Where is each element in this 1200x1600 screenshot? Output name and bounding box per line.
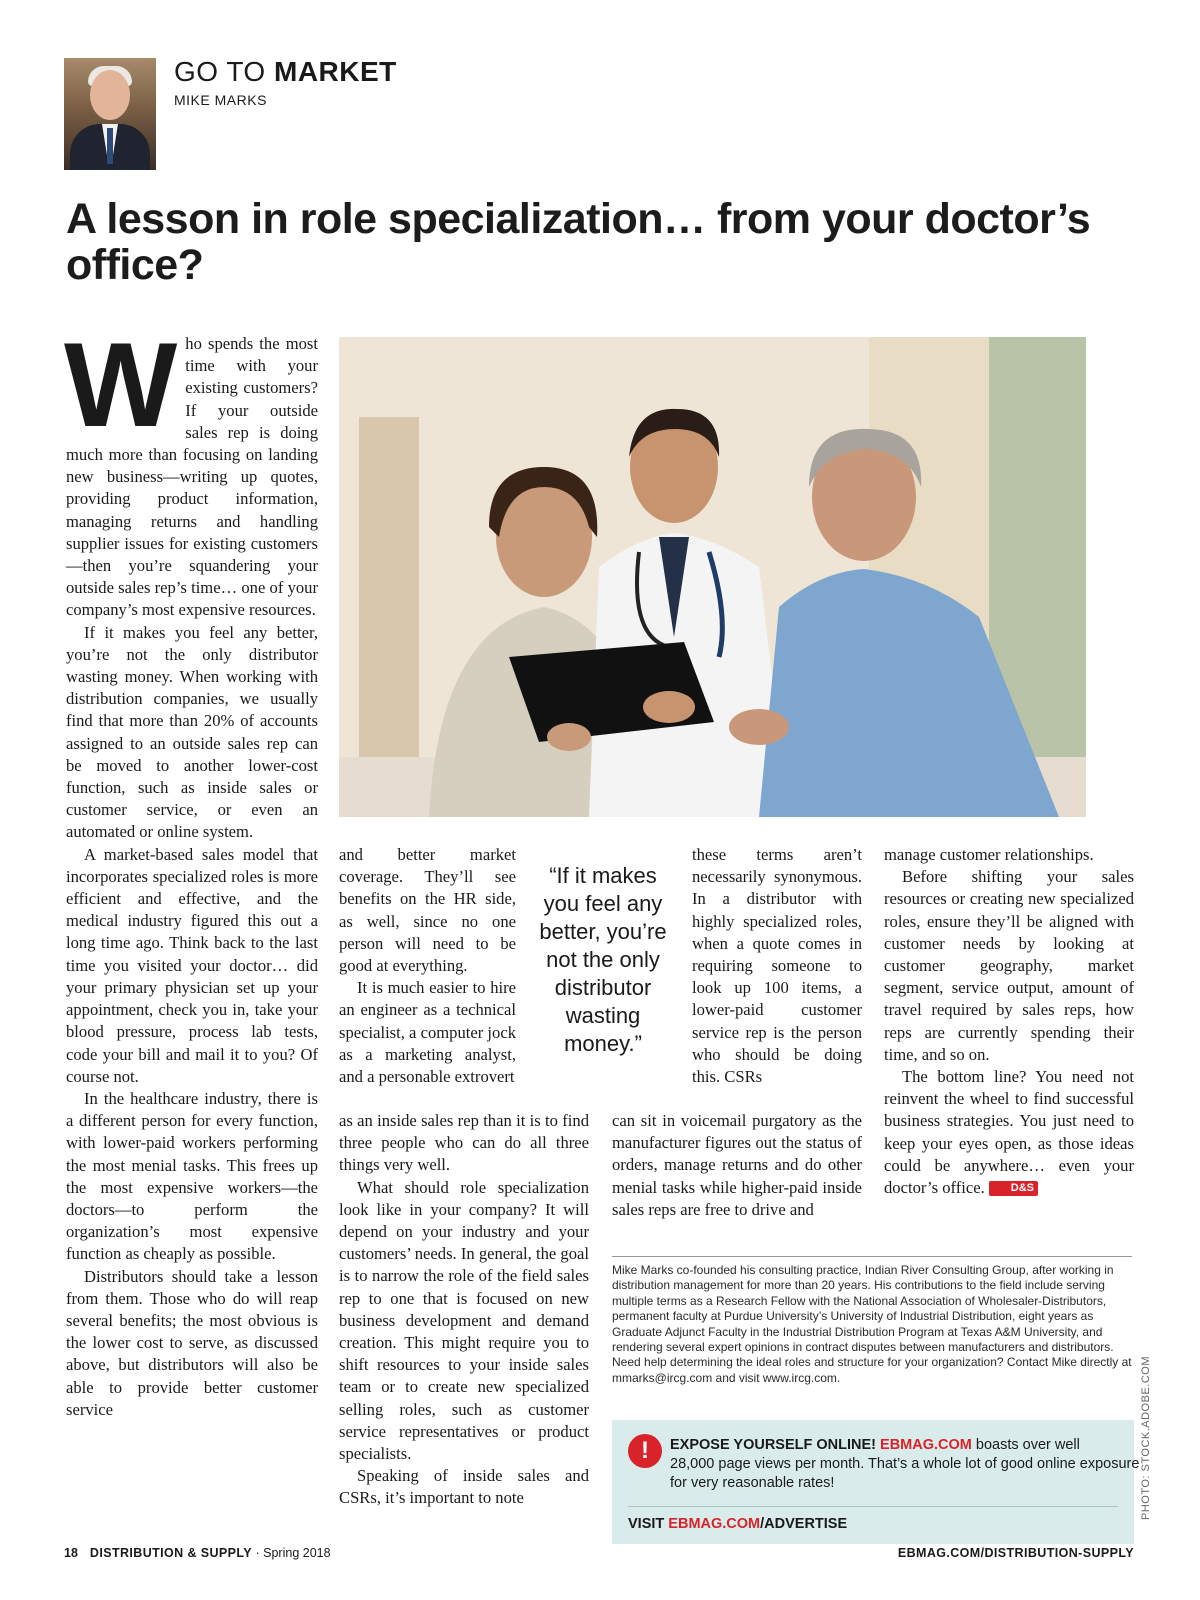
paragraph: manage customer relationships. — [884, 845, 1094, 864]
paragraph: If it makes you feel any better, you’re not the only distributor wasting money. When working with distribution companies, we usually find that more than 20% of accounts assigned to an outside sales rep can be moved to another lower-cost function, such as inside sales or customer service, or even an automated or online system. — [66, 622, 318, 842]
promo-divider — [628, 1506, 1118, 1507]
paragraph: What should role specialization look like in your company? It will depend on your industry and your customers’ needs. In general, the goal is to narrow the role of the field sales rep to one that is focused on new business development and demand creation. This might require you to shift resources to your inside sales team or to create new specialized selling roles, such as customer service representatives or product specialists. — [339, 1177, 589, 1464]
article-column-3-top — [692, 844, 862, 1088]
paragraph: and better market coverage. They’ll see benefits on the HR side, as well, since no one person will need to be good at everything. — [339, 845, 516, 976]
paragraph: ho spends the most time with your existing customers? If your outside sales rep is doing much more than focusing on landing new business—writing up quotes, providing product information, managing returns and handling supplier issues for existing customers—then you’re squandering your outside sales rep’s time… one of your company’s most expensive resources. — [66, 334, 318, 620]
paragraph: can sit in voicemail purgatory as the manufacturer figures out the status of orders, manage returns and do other menial tasks while higher-paid inside sales reps are free to drive and — [612, 1111, 862, 1219]
author-photo — [64, 58, 156, 170]
author-bio: Mike Marks co-founded his consulting practice, Indian River Consulting Group, after working in distribution management for more than 20 years. His contributions to the field include serving multiple terms as a Research Fellow with the National Association of Wholesaler-Distributors, permanent faculty at Purdue University’s University of Industrial Distribution, eight years as Graduate Adjunct Faculty in the Industrial Distribution Program at Texas A&M University, and rendering several expert opinions in contract disputes between manufacturers and distributors. Need help determining the ideal roles and structure for your organization? Contact Mike directly at mmarks@ircg.com and visit www.ircg.com. — [612, 1256, 1132, 1386]
footer-url[interactable]: EBMAG.COM/DISTRIBUTION-SUPPLY — [897, 1546, 1134, 1560]
paragraph: In the healthcare industry, there is a different person for every function, with lower-paid workers performing the most menial tasks. This frees up the most expensive workers—the doctors—to perform the organization’s most expensive function as cheaply as possible. — [66, 1088, 318, 1264]
article-column-1 — [64, 318, 318, 1421]
paragraph: Speaking of inside sales and CSRs, it’s important to note — [339, 1466, 589, 1508]
promo-link[interactable]: VISIT EBMAG.COM/ADVERTISE — [628, 1516, 848, 1532]
promo-body: 28,000 page views per month. That’s a whole lot of good online exposure for very reasonable rates! — [670, 1456, 1140, 1491]
hero-photo — [339, 337, 1086, 817]
drop-cap: W — [64, 318, 178, 452]
author-name: MIKE MARKS — [174, 92, 267, 108]
publication-name: DISTRIBUTION & SUPPLY — [89, 1546, 253, 1560]
paragraph: Distributors should take a lesson from them. Those who do will reap several benefits; the most obvious is the lower cost to serve, as discussed above, but distributors will also be able to provide better customer service — [66, 1266, 318, 1419]
paragraph-text: The bottom line? You need not reinvent the wheel to find successful business strategies. You just need to keep your eyes open, as those ideas could be anywhere… even your doctor’s office. — [884, 1067, 1134, 1198]
promo-headline: EXPOSE YOURSELF ONLINE! EBMAG.COM boasts over well — [670, 1437, 1080, 1453]
paragraph — [884, 1066, 1134, 1199]
section-title: GO TO MARKET — [174, 56, 397, 87]
paragraph: these terms aren’t necessarily synonymous. In a distributor with highly specialized roles, when a quote comes in requiring someone to look up 100 items, a lower-paid customer service rep is the person who should be doing this. CSRs — [692, 845, 862, 1087]
headline: A lesson in role specialization… from your doctor’s office? — [66, 195, 1091, 289]
article-column-4 — [884, 844, 1134, 1199]
paragraph: Before shifting your sales resources or creating new specialized roles, ensure they’ll be aligned with customer needs by looking at customer geography, market segment, service output, amount of travel required by sales reps, how reps are currently spending their time, and so on. — [884, 867, 1134, 1064]
exclamation-icon: ! — [628, 1434, 662, 1468]
footer-left — [64, 1546, 331, 1560]
photo-credit: PHOTO: STOCK.ADOBE.COM — [1140, 1355, 1152, 1520]
article-column-2-top — [339, 844, 516, 1088]
doctors-photo-illustration — [339, 337, 1086, 817]
end-mark-logo: D&S — [989, 1181, 1038, 1196]
paragraph: It is much easier to hire an engineer as a technical specialist, a computer jock as a marketing analyst, and a personable extrovert — [339, 978, 516, 1087]
page-number: 18 — [64, 1546, 78, 1560]
issue-date: · Spring 2018 — [252, 1546, 331, 1560]
article-column-2-bottom — [339, 1110, 589, 1510]
paragraph: as an inside sales rep than it is to find three people who can do all three things very well. — [339, 1111, 589, 1175]
paragraph: A market-based sales model that incorporates specialized roles is more efficient and effective, and the medical industry figured this out a long time ago. Think back to the last time you visited your doctor… did your primary physician set up your appointment, check you in, take your blood pressure, process lab tests, code your bill and mail it to you? Of course not. — [66, 844, 318, 1086]
pull-quote: “If it makes you feel any better, you’re not the only distributor wasting money.” — [539, 863, 667, 1056]
article-column-3-bottom — [612, 1110, 862, 1221]
promo-box — [612, 1420, 1140, 1544]
